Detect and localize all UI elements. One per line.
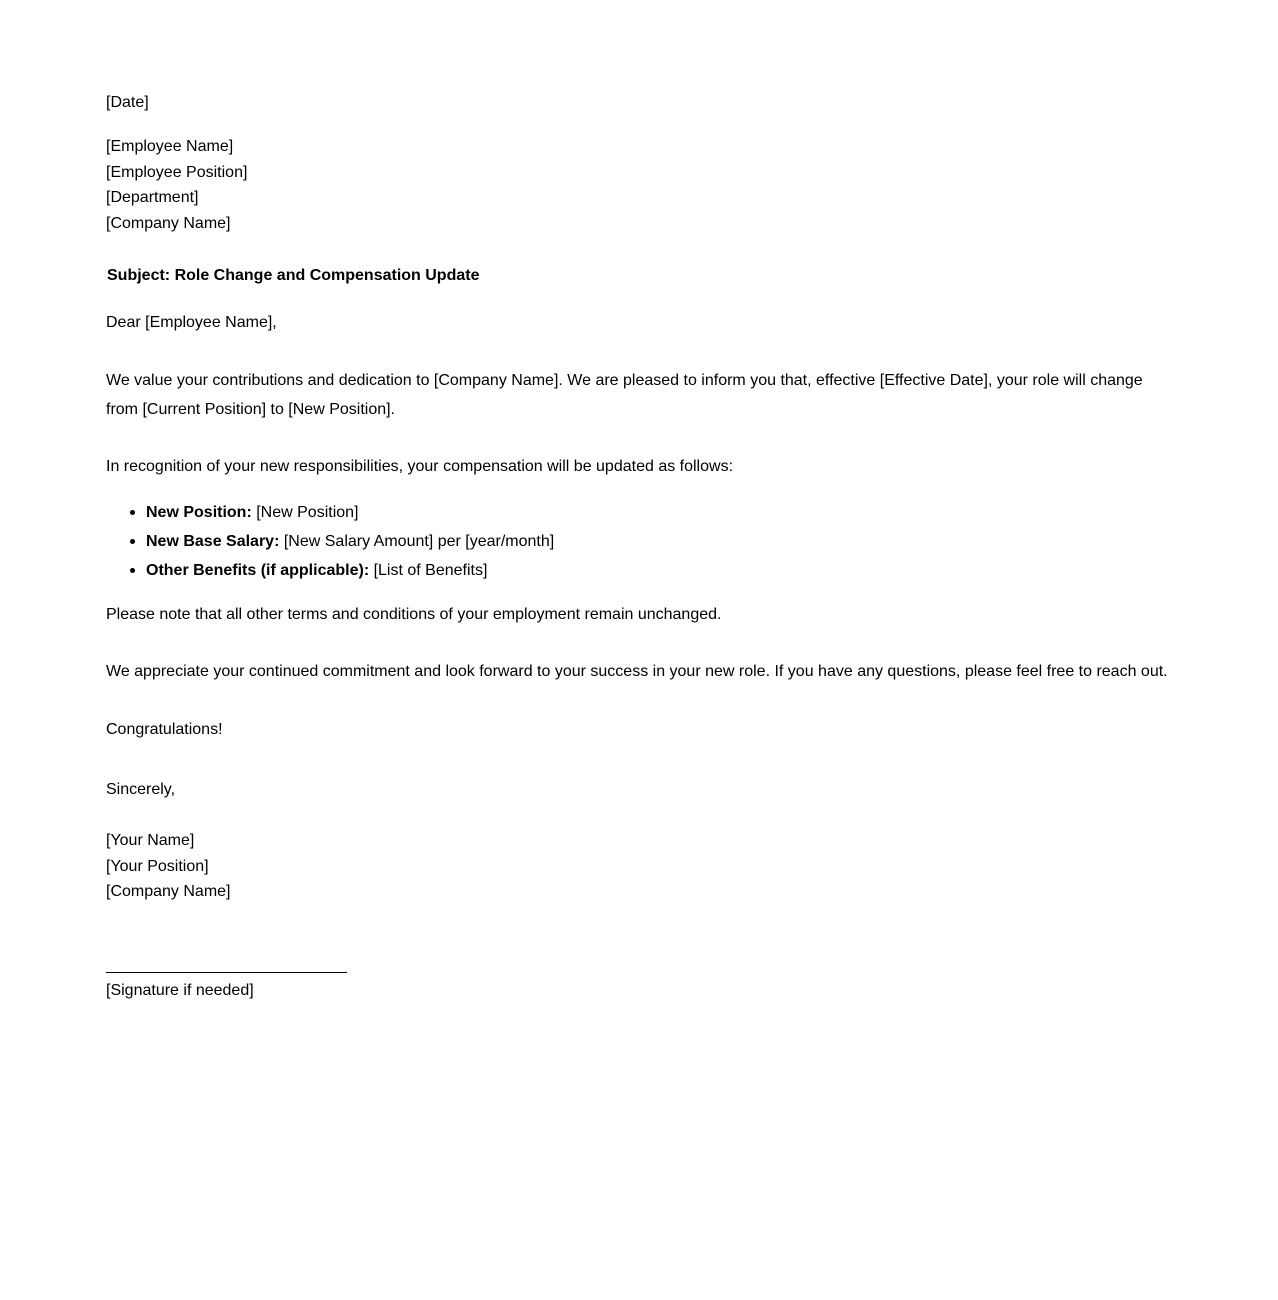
paragraph-intro-line-1: We value your contributions and dedication to [Company Name]. We are pleased to inform you that, effective [Effective Date], your role will change xyxy=(106,372,1143,389)
recipient-name: [Employee Name] xyxy=(106,138,234,155)
letter-date xyxy=(106,90,149,116)
paragraph-intro xyxy=(106,366,1186,424)
compensation-list xyxy=(106,498,554,585)
signature-caption xyxy=(106,978,254,1004)
paragraph-compensation-text: In recognition of your new responsibilities, your compensation will be updated as follows: xyxy=(106,458,734,475)
list-item xyxy=(106,556,554,585)
list-item-value: [New Position] xyxy=(251,504,359,521)
sender-block xyxy=(106,828,231,905)
paragraph-terms-text: Please note that all other terms and conditions of your employment remain unchanged. xyxy=(106,606,722,623)
paragraph-intro-line-2: from [Current Position] to [New Position]. xyxy=(106,401,395,418)
congratulations xyxy=(106,717,223,743)
list-item-label: Other Benefits (if applicable): xyxy=(146,562,370,579)
list-item xyxy=(106,498,554,527)
paragraph-compensation xyxy=(106,454,733,480)
closing xyxy=(106,777,175,803)
list-item xyxy=(106,527,554,556)
recipient-position: [Employee Position] xyxy=(106,163,248,181)
list-item-label: New Base Salary: xyxy=(146,533,280,550)
recipient-address xyxy=(106,134,247,236)
signature-caption-text: [Signature if needed] xyxy=(106,982,254,999)
salutation-text: Dear [Employee Name], xyxy=(106,314,277,331)
paragraph-terms xyxy=(106,602,721,628)
list-item-label: New Position: xyxy=(146,504,252,521)
bullet-icon xyxy=(130,510,135,515)
recipient-department: [Department] xyxy=(106,189,199,206)
sender-name: [Your Name] xyxy=(106,832,195,849)
paragraph-appreciation-text: We appreciate your continued commitment and look forward to your success in your new role. If you have any questions, please feel free to reach out. xyxy=(106,663,1168,680)
date-text: [Date] xyxy=(106,94,149,111)
closing-text: Sincerely, xyxy=(106,781,176,798)
sender-company: [Company Name] xyxy=(106,883,231,900)
bullet-icon xyxy=(130,539,135,544)
list-item-value: [New Salary Amount] per [year/month] xyxy=(279,533,555,550)
letter-subject xyxy=(107,263,479,289)
paragraph-appreciation xyxy=(106,659,1168,685)
list-item-value: [List of Benefits] xyxy=(369,562,488,579)
subject-text: Subject: Role Change and Compensation Update xyxy=(107,267,480,284)
congratulations-text: Congratulations! xyxy=(106,721,223,738)
recipient-company: [Company Name] xyxy=(106,214,231,232)
salutation xyxy=(106,310,277,336)
bullet-icon xyxy=(130,568,135,573)
sender-position: [Your Position] xyxy=(106,857,209,875)
signature-line xyxy=(106,972,347,973)
